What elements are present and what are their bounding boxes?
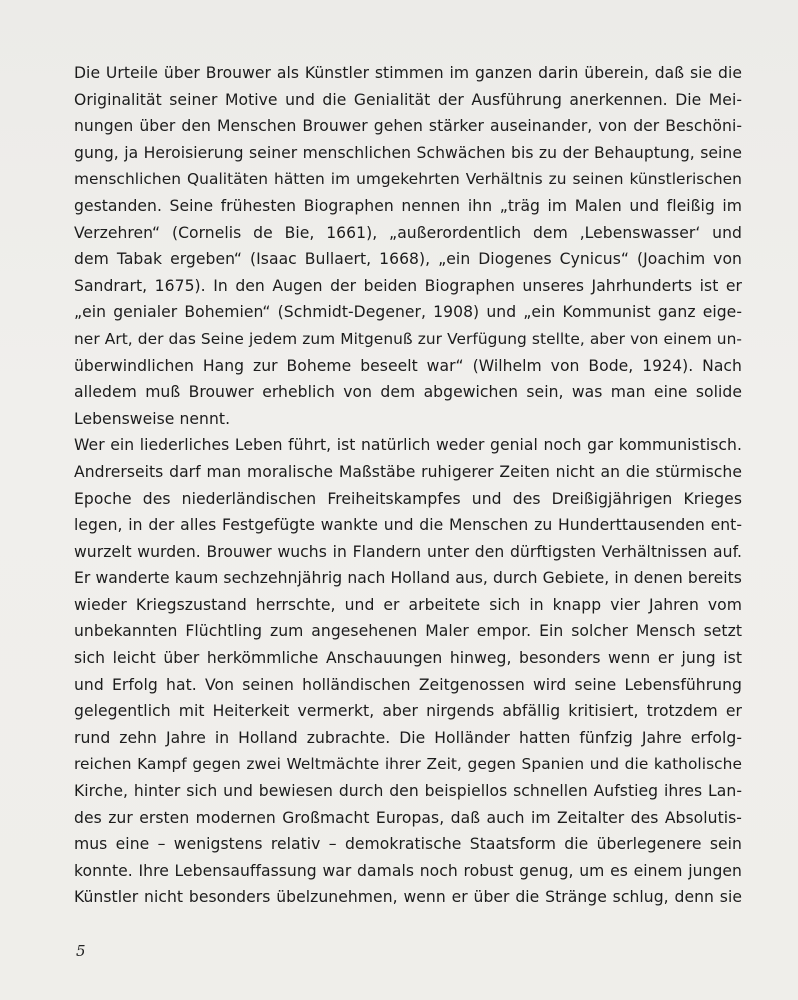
text-line: dem Tabak ergeben“ (Isaac Bullaert, 1668), „ein Diogenes Cynicus“ (Joachim von xyxy=(74,250,742,269)
text-line: Epoche des niederländischen Freiheitskampfes und des Dreißigjährigen Krieges xyxy=(74,489,742,508)
text-line: gestanden. Seine frühesten Biographen nennen ihn „träg im Malen und fleißig im xyxy=(74,196,742,215)
text-line: Sandrart, 1675). In den Augen der beiden Biographen unseres Jahrhunderts ist er xyxy=(74,276,742,295)
text-line: reichen Kampf gegen zwei Weltmächte ihrer Zeit, gegen Spanien und die katholische xyxy=(74,755,742,774)
page-number: 5 xyxy=(76,942,86,960)
text-line: „ein genialer Bohemien“ (Schmidt-Degener, 1908) und „ein Kommunist ganz eige- xyxy=(74,303,742,322)
paragraph xyxy=(74,60,742,432)
text-line: Kirche, hinter sich und bewiesen durch den beispiellos schnellen Aufstieg ihres Lan- xyxy=(74,782,742,801)
text-line: Er wanderte kaum sechzehnjährig nach Holland aus, durch Gebiete, in denen bereits xyxy=(74,569,742,588)
text-line: Künstler nicht besonders übelzunehmen, wenn er über die Stränge schlug, denn sie xyxy=(74,888,742,907)
text-line: Originalität seiner Motive und die Genialität der Ausführung anerkennen. Die Mei- xyxy=(74,90,742,109)
text-line: mus eine – wenigstens relativ – demokratische Staatsform die überlegenere sein xyxy=(74,835,742,854)
text-line: Lebensweise nennt. xyxy=(74,409,231,428)
text-line: Wer ein liederliches Leben führt, ist natürlich weder genial noch gar kommunistisch. xyxy=(74,436,742,455)
text-line: gung, ja Heroisierung seiner menschlichen Schwächen bis zu der Behauptung, seine xyxy=(74,143,742,162)
text-line: Die Urteile über Brouwer als Künstler stimmen im ganzen darin überein, daß sie die xyxy=(74,64,742,82)
text-line: sich leicht über herkömmliche Anschauungen hinweg, besonders wenn er jung ist xyxy=(74,649,742,668)
text-line: wurzelt wurden. Brouwer wuchs in Flandern unter den dürftigsten Verhältnissen auf. xyxy=(74,542,742,561)
text-line: Andrerseits darf man moralische Maßstäbe ruhigerer Zeiten nicht an die stürmische xyxy=(74,462,742,481)
text-line: nungen über den Menschen Brouwer gehen stärker auseinander, von der Beschöni- xyxy=(74,117,742,136)
text-line: rund zehn Jahre in Holland zubrachte. Die Holländer hatten fünfzig Jahre erfolg- xyxy=(74,728,742,747)
text-line: menschlichen Qualitäten hätten im umgekehrten Verhältnis zu seinen künstlerischen xyxy=(74,170,742,189)
text-line: unbekannten Flüchtling zum angesehenen Maler empor. Ein solcher Mensch setzt xyxy=(74,622,742,641)
text-line: wieder Kriegszustand herrschte, und er arbeitete sich in knapp vier Jahren vom xyxy=(74,595,742,614)
body-text xyxy=(74,60,742,911)
text-line: konnte. Ihre Lebensauffassung war damals noch robust genug, um es einem jungen xyxy=(74,861,742,880)
paragraph xyxy=(74,432,742,911)
text-line: legen, in der alles Festgefügte wankte und die Menschen zu Hunderttausenden ent- xyxy=(74,516,742,535)
text-line: gelegentlich mit Heiterkeit vermerkt, aber nirgends abfällig kritisiert, trotzdem er xyxy=(74,702,742,721)
text-line: alledem muß Brouwer erheblich von dem abgewichen sein, was man eine solide xyxy=(74,383,742,402)
text-line: ner Art, der das Seine jedem zum Mitgenuß zur Verfügung stellte, aber von einem un- xyxy=(74,329,742,348)
text-line: Verzehren“ (Cornelis de Bie, 1661), „außerordentlich dem ‚Lebenswasser‘ und xyxy=(74,223,742,242)
text-line: und Erfolg hat. Von seinen holländischen Zeitgenossen wird seine Lebensführung xyxy=(74,675,742,694)
text-line: überwindlichen Hang zur Boheme beseelt war“ (Wilhelm von Bode, 1924). Nach xyxy=(74,356,742,375)
text-line: des zur ersten modernen Großmacht Europas, daß auch im Zeitalter des Absolutis- xyxy=(74,808,742,827)
